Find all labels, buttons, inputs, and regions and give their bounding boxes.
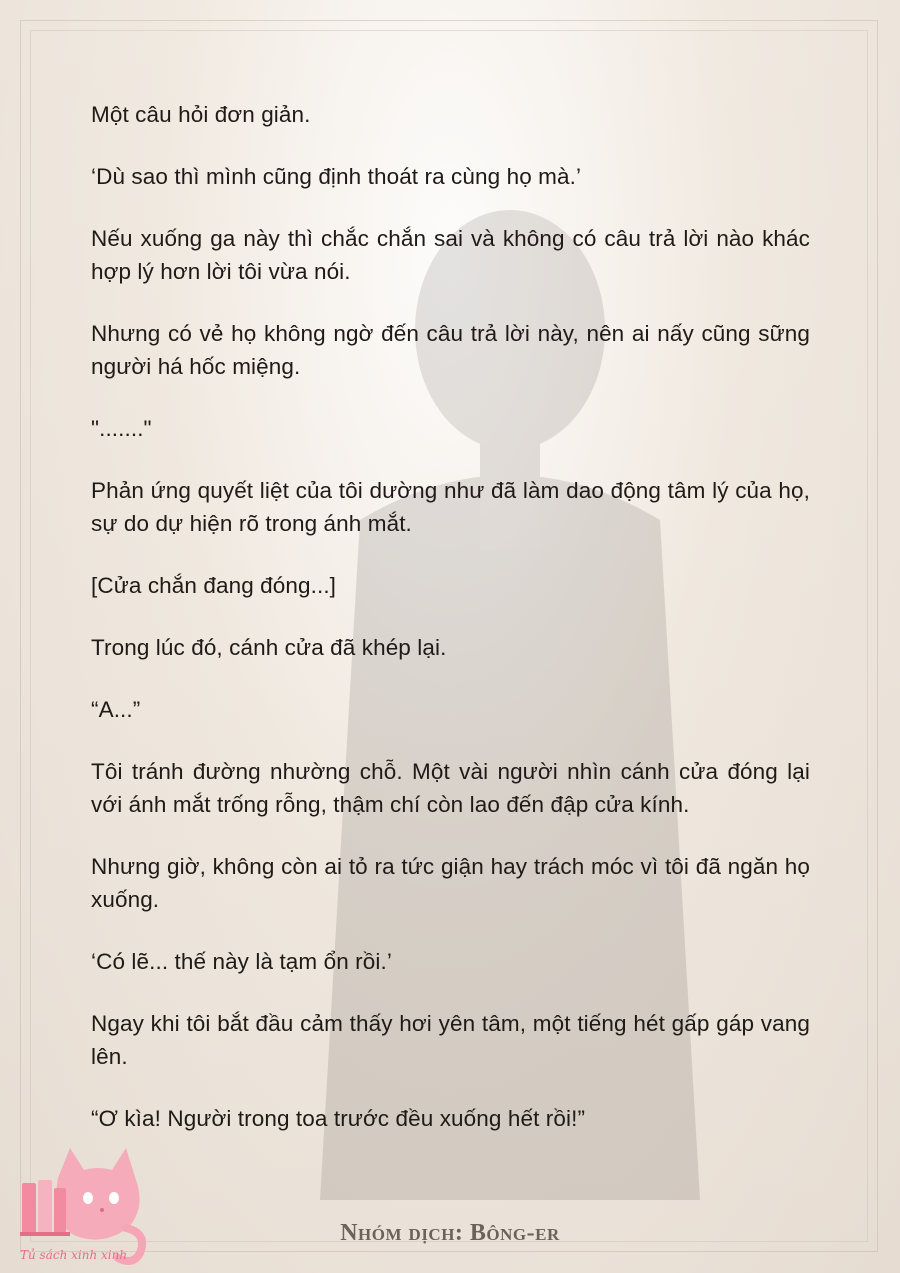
paragraph: Một câu hỏi đơn giản. — [91, 102, 311, 127]
story-text — [91, 98, 810, 1164]
translator-credit: Nhóm dịch: Bông-er — [340, 1220, 560, 1246]
paragraph: “A...” — [91, 697, 141, 722]
paragraph: Ngay khi tôi bắt đầu cảm thấy hơi yên tâm, một tiếng hét gấp gáp vang lên. — [91, 1011, 810, 1069]
paragraph: "......." — [91, 416, 152, 441]
paragraph: Nếu xuống ga này thì chắc chắn sai và không có câu trả lời nào khác hợp lý hơn lời tôi vừa nói. — [91, 226, 810, 284]
paragraph: Nhưng có vẻ họ không ngờ đến câu trả lời này, nên ai nấy cũng sững người há hốc miệng. — [91, 321, 810, 379]
paragraph: Nhưng giờ, không còn ai tỏ ra tức giận hay trách móc vì tôi đã ngăn họ xuống. — [91, 854, 810, 912]
pink-cat-book-logo-icon — [18, 1128, 153, 1268]
paragraph: Tôi tránh đường nhường chỗ. Một vài người nhìn cánh cửa đóng lại với ánh mắt trống rỗng, thậm chí còn lao đến đập cửa kính. — [91, 759, 810, 817]
paragraph: [Cửa chắn đang đóng...] — [91, 573, 337, 598]
paragraph: ‘Dù sao thì mình cũng định thoát ra cùng họ mà.’ — [91, 164, 582, 189]
logo-caption: Tủ sách xinh xinh — [20, 1248, 128, 1262]
paragraph: Phản ứng quyết liệt của tôi dường như đã làm dao động tâm lý của họ, sự do dự hiện rõ trong ánh mắt. — [91, 478, 810, 536]
paragraph: Trong lúc đó, cánh cửa đã khép lại. — [91, 635, 447, 660]
paragraph: “Ơ kìa! Người trong toa trước đều xuống hết rồi!” — [91, 1106, 586, 1131]
paragraph: ‘Có lẽ... thế này là tạm ổn rồi.’ — [91, 949, 392, 974]
